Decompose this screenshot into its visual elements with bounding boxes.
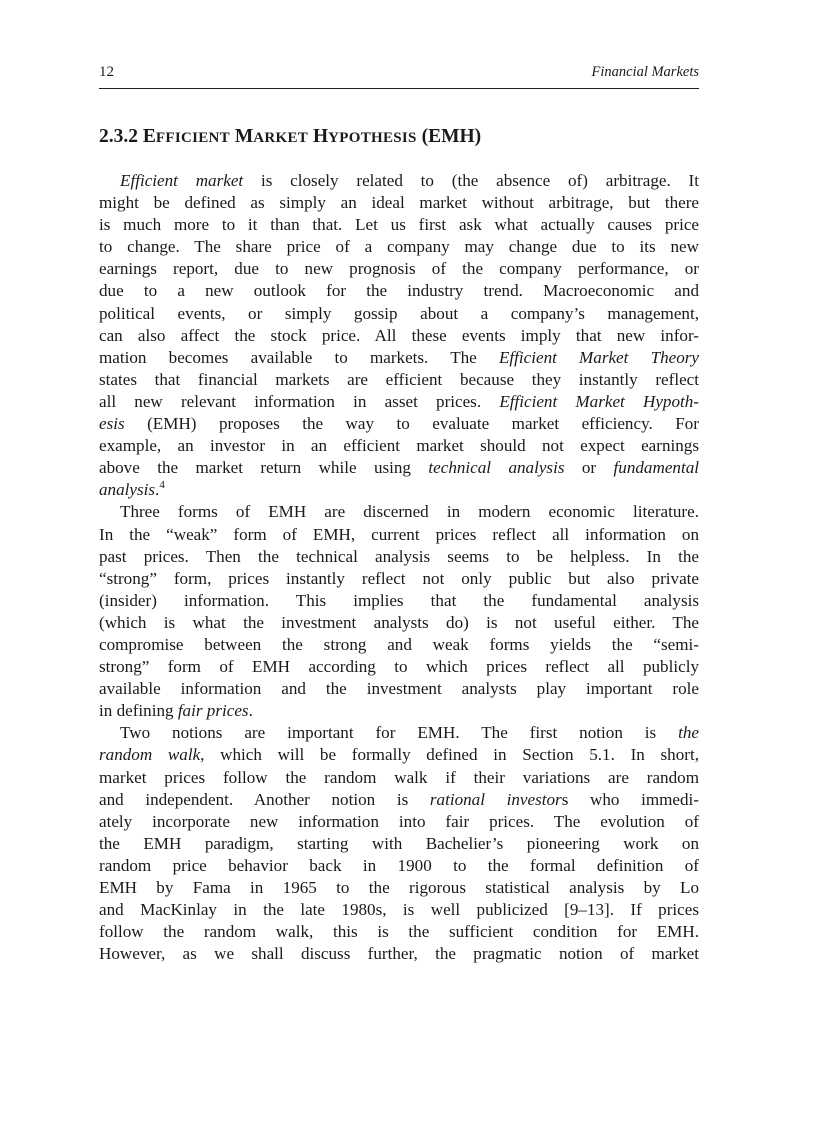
text-run: market prices follow the random walk if their variations are random — [99, 767, 699, 787]
text-run: example, an investor in an efficient market should not expect earnings — [99, 436, 699, 456]
text-run: all new relevant information in asset prices. — [99, 391, 500, 411]
text-run: s who immedi- — [561, 789, 699, 809]
text-run: to change. The share price of a company may change due to its new — [99, 237, 699, 257]
section-heading — [99, 126, 699, 148]
text-run: states that financial markets are efficient because they instantly reflect — [99, 369, 699, 389]
text-run: (EMH) proposes the way to evaluate market efficiency. For — [124, 414, 699, 434]
italic-term: fair prices — [177, 701, 249, 721]
text-run: “strong” form, prices instantly reflect not only public but also private — [99, 568, 699, 588]
section-title-rest: FFICIENT — [155, 130, 230, 146]
text-line — [99, 192, 699, 214]
text-run: In the “weak” form of EMH, current prices reflect all information on — [99, 524, 699, 544]
text-line — [99, 413, 699, 435]
section-number: 2.3.2 — [99, 126, 138, 147]
text-run: due to a new outlook for the industry trend. Macroeconomic and — [99, 281, 699, 301]
text-run: above the market return while using — [99, 458, 429, 478]
text-line — [99, 833, 699, 855]
body-text — [99, 170, 699, 965]
text-line — [99, 236, 699, 258]
italic-term: Efficient Market Theory — [498, 347, 699, 367]
text-run: Two notions are important for EMH. The first notion is — [120, 723, 679, 743]
text-line — [99, 435, 699, 457]
text-line — [99, 479, 699, 501]
text-run: follow the random walk, this is the sufficient condition for EMH. — [99, 922, 699, 942]
text-run: (insider) information. This implies that the fundamental analysis — [99, 590, 699, 610]
page-number: 12 — [99, 64, 114, 80]
text-line — [99, 590, 699, 612]
section-title-initial: M — [234, 126, 254, 147]
text-run: However, as we shall discuss further, the pragmatic notion of market — [99, 944, 699, 964]
italic-term: Efficient market — [120, 171, 244, 190]
text-line — [99, 811, 699, 833]
italic-term: random walk — [99, 745, 201, 765]
italic-term: analysis — [99, 480, 156, 500]
text-line — [99, 457, 699, 479]
text-line — [99, 789, 699, 811]
text-line — [99, 280, 699, 302]
text-line — [99, 899, 699, 921]
text-line — [99, 855, 699, 877]
text-line — [99, 524, 699, 546]
text-run: Three forms of EMH are discerned in modern economic literature. — [120, 502, 699, 522]
text-line — [99, 943, 699, 965]
text-line — [99, 303, 699, 325]
text-line — [99, 369, 699, 391]
text-line — [99, 767, 699, 789]
text-run: is much more to it than that. Let us first ask what actually causes price — [99, 215, 699, 235]
text-run: , which will be formally defined in Section 5.1. In short, — [200, 745, 699, 765]
section-title-initial: H — [312, 126, 329, 147]
text-run: can also affect the stock price. All these events imply that new infor- — [99, 325, 699, 345]
text-run: political events, or simply gossip about a company’s management, — [99, 303, 699, 323]
text-line — [99, 391, 699, 413]
text-line — [99, 347, 699, 369]
text-run: (which is what the investment analysts do) is not useful either. The — [99, 612, 699, 632]
page-header — [99, 60, 699, 89]
text-line — [99, 877, 699, 899]
footnote-marker: 4 — [159, 479, 165, 492]
text-run: the EMH paradigm, starting with Bachelier’s pioneering work on — [99, 833, 699, 853]
text-line — [99, 258, 699, 280]
text-line — [99, 700, 699, 722]
section-title-suffix: (EMH) — [421, 126, 482, 147]
text-run: past prices. Then the technical analysis seems to be helpless. In the — [99, 546, 699, 566]
italic-term: technical analysis — [428, 458, 565, 478]
text-line — [99, 678, 699, 700]
text-line — [99, 744, 699, 766]
italic-term: fundamental — [613, 458, 699, 478]
text-run: and MacKinlay in the late 1980s, is well publicized [9–13]. If prices — [99, 900, 699, 920]
text-run: and independent. Another notion is — [99, 789, 430, 809]
text-line — [99, 568, 699, 590]
italic-term: esis — [99, 414, 125, 434]
text-line — [99, 325, 699, 347]
italic-term: the — [678, 723, 699, 743]
text-line — [99, 634, 699, 656]
text-run: in defining — [99, 701, 178, 721]
text-run: or — [564, 458, 614, 478]
text-line — [99, 170, 699, 192]
section-title-initial: E — [142, 126, 156, 147]
text-run: available information and the investment analysts play important role — [99, 679, 699, 699]
running-head: Financial Markets — [591, 64, 699, 80]
text-run: mation becomes available to markets. The — [99, 347, 499, 367]
text-run: might be defined as simply an ideal market without arbitrage, but there — [99, 193, 699, 213]
text-line — [99, 501, 699, 523]
text-run: . — [248, 701, 253, 721]
section-title-rest: ARKET — [253, 130, 309, 146]
text-line — [99, 612, 699, 634]
text-line — [99, 214, 699, 236]
text-line — [99, 722, 699, 744]
text-run: EMH by Fama in 1965 to the rigorous statistical analysis by Lo — [99, 878, 699, 897]
text-line — [99, 656, 699, 678]
text-run: earnings report, due to new prognosis of the company performance, or — [99, 259, 699, 279]
text-line — [99, 921, 699, 943]
text-run: is closely related to (the absence of) arbitrage. It — [243, 171, 699, 190]
text-line — [99, 546, 699, 568]
italic-term: Efficient Market Hypoth- — [499, 391, 699, 411]
text-run: ately incorporate new information into fair prices. The evolution of — [99, 811, 699, 831]
text-run: strong” form of EMH according to which prices reflect all publicly — [99, 657, 699, 677]
section-title-rest: YPOTHESIS — [328, 130, 417, 146]
italic-term: rational investor — [429, 789, 562, 809]
text-run: . — [155, 480, 160, 500]
text-run: compromise between the strong and weak forms yields the “semi- — [99, 634, 699, 654]
text-run: random price behavior back in 1900 to the formal definition of — [99, 855, 699, 875]
